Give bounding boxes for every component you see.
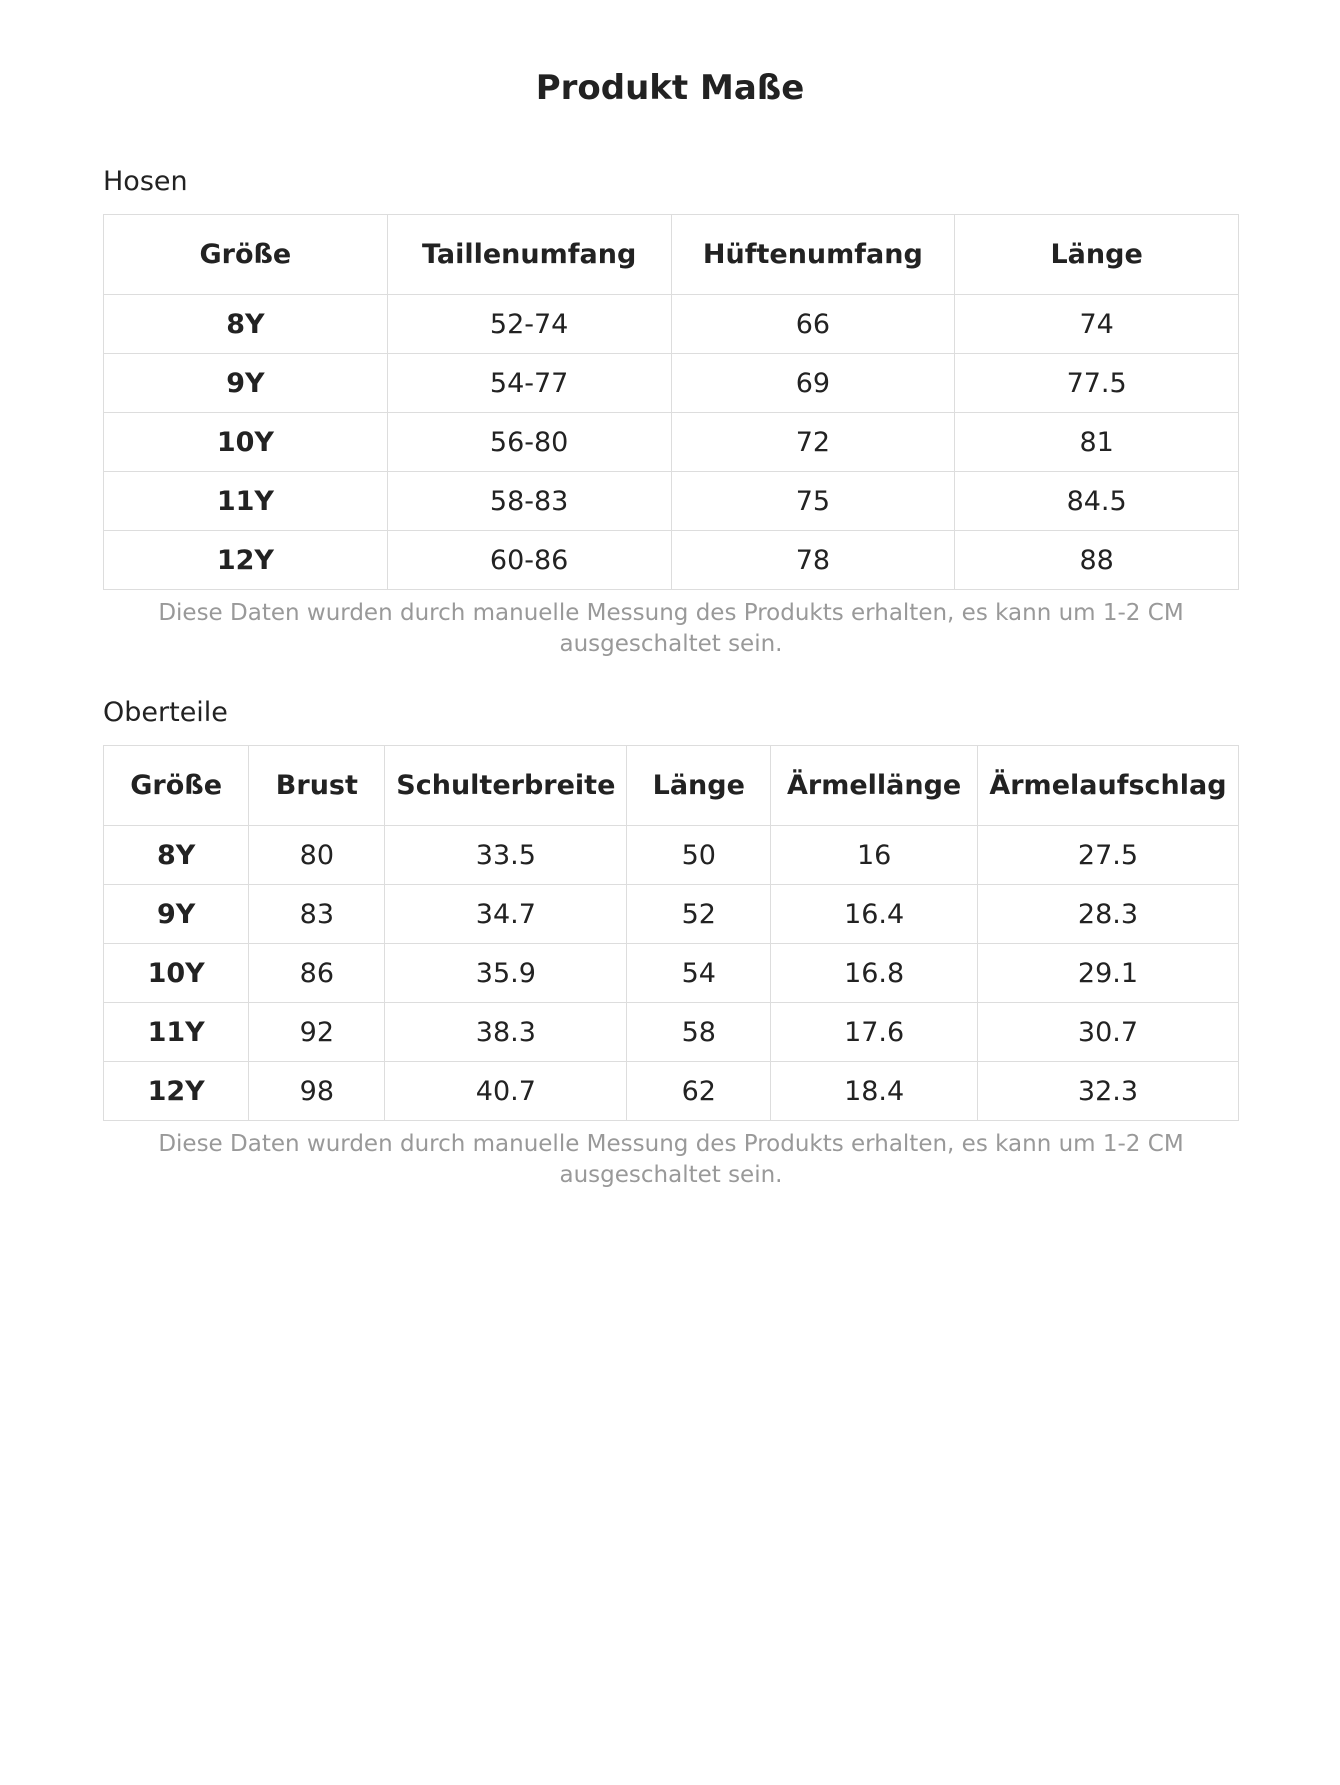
table-cell: 80 — [249, 826, 385, 885]
size-cell: 9Y — [104, 354, 388, 413]
table-cell: 58 — [627, 1003, 771, 1062]
column-header: Größe — [104, 746, 249, 826]
table-cell: 32.3 — [977, 1062, 1238, 1121]
size-cell: 9Y — [104, 885, 249, 944]
table-cell: 16 — [771, 826, 978, 885]
table-row — [104, 531, 1239, 590]
column-header: Hüftenumfang — [671, 215, 955, 295]
table-cell: 56-80 — [387, 413, 671, 472]
pants-section-label: Hosen — [103, 166, 188, 197]
size-cell: 12Y — [104, 1062, 249, 1121]
table-cell: 50 — [627, 826, 771, 885]
table-cell: 81 — [955, 413, 1239, 472]
size-cell: 8Y — [104, 295, 388, 354]
size-cell: 12Y — [104, 531, 388, 590]
table-cell: 77.5 — [955, 354, 1239, 413]
table-cell: 54 — [627, 944, 771, 1003]
table-header-row — [104, 746, 1239, 826]
table-cell: 33.5 — [385, 826, 627, 885]
table-cell: 88 — [955, 531, 1239, 590]
table-cell: 16.4 — [771, 885, 978, 944]
table-cell: 62 — [627, 1062, 771, 1121]
table-cell: 86 — [249, 944, 385, 1003]
table-cell: 83 — [249, 885, 385, 944]
table-cell: 29.1 — [977, 944, 1238, 1003]
table-cell: 28.3 — [977, 885, 1238, 944]
table-cell: 75 — [671, 472, 955, 531]
measurement-note: Diese Daten wurden durch manuelle Messung des Produkts erhalten, es kann um 1-2 CM ausgeschaltet sein. — [158, 1131, 1184, 1188]
column-header: Ärmellänge — [771, 746, 978, 826]
table-cell: 18.4 — [771, 1062, 978, 1121]
tops-section-label: Oberteile — [103, 697, 228, 728]
column-header: Schulterbreite — [385, 746, 627, 826]
column-header: Länge — [955, 215, 1239, 295]
table-cell: 54-77 — [387, 354, 671, 413]
table-cell: 74 — [955, 295, 1239, 354]
size-cell: 11Y — [104, 1003, 249, 1062]
column-header: Länge — [627, 746, 771, 826]
table-cell: 35.9 — [385, 944, 627, 1003]
page-title: Produkt Maße — [535, 68, 805, 108]
column-header: Taillenumfang — [387, 215, 671, 295]
table-cell: 78 — [671, 531, 955, 590]
column-header: Brust — [249, 746, 385, 826]
table-cell: 98 — [249, 1062, 385, 1121]
table-cell: 66 — [671, 295, 955, 354]
table-cell: 40.7 — [385, 1062, 627, 1121]
table-cell: 69 — [671, 354, 955, 413]
table-cell: 84.5 — [955, 472, 1239, 531]
table-row — [104, 885, 1239, 944]
table-cell: 58-83 — [387, 472, 671, 531]
table-cell: 34.7 — [385, 885, 627, 944]
table-row — [104, 1003, 1239, 1062]
table-row — [104, 413, 1239, 472]
table-row — [104, 472, 1239, 531]
table-cell: 60-86 — [387, 531, 671, 590]
column-header: Ärmelaufschlag — [977, 746, 1238, 826]
size-cell: 11Y — [104, 472, 388, 531]
table-row — [104, 944, 1239, 1003]
table-header-row — [104, 215, 1239, 295]
column-header: Größe — [104, 215, 388, 295]
tops-size-table — [103, 745, 1239, 1121]
table-row — [104, 826, 1239, 885]
table-cell: 30.7 — [977, 1003, 1238, 1062]
table-cell: 27.5 — [977, 826, 1238, 885]
table-row — [104, 295, 1239, 354]
table-cell: 92 — [249, 1003, 385, 1062]
table-cell: 17.6 — [771, 1003, 978, 1062]
tops-section — [103, 695, 1239, 1191]
table-cell: 16.8 — [771, 944, 978, 1003]
table-cell: 72 — [671, 413, 955, 472]
table-cell: 38.3 — [385, 1003, 627, 1062]
table-cell: 52-74 — [387, 295, 671, 354]
table-row — [104, 354, 1239, 413]
size-cell: 8Y — [104, 826, 249, 885]
size-cell: 10Y — [104, 944, 249, 1003]
table-cell: 52 — [627, 885, 771, 944]
pants-size-table — [103, 214, 1239, 590]
pants-section — [103, 164, 1239, 660]
table-row — [104, 1062, 1239, 1121]
size-cell: 10Y — [104, 413, 388, 472]
measurement-note: Diese Daten wurden durch manuelle Messung des Produkts erhalten, es kann um 1-2 CM ausgeschaltet sein. — [158, 600, 1184, 657]
